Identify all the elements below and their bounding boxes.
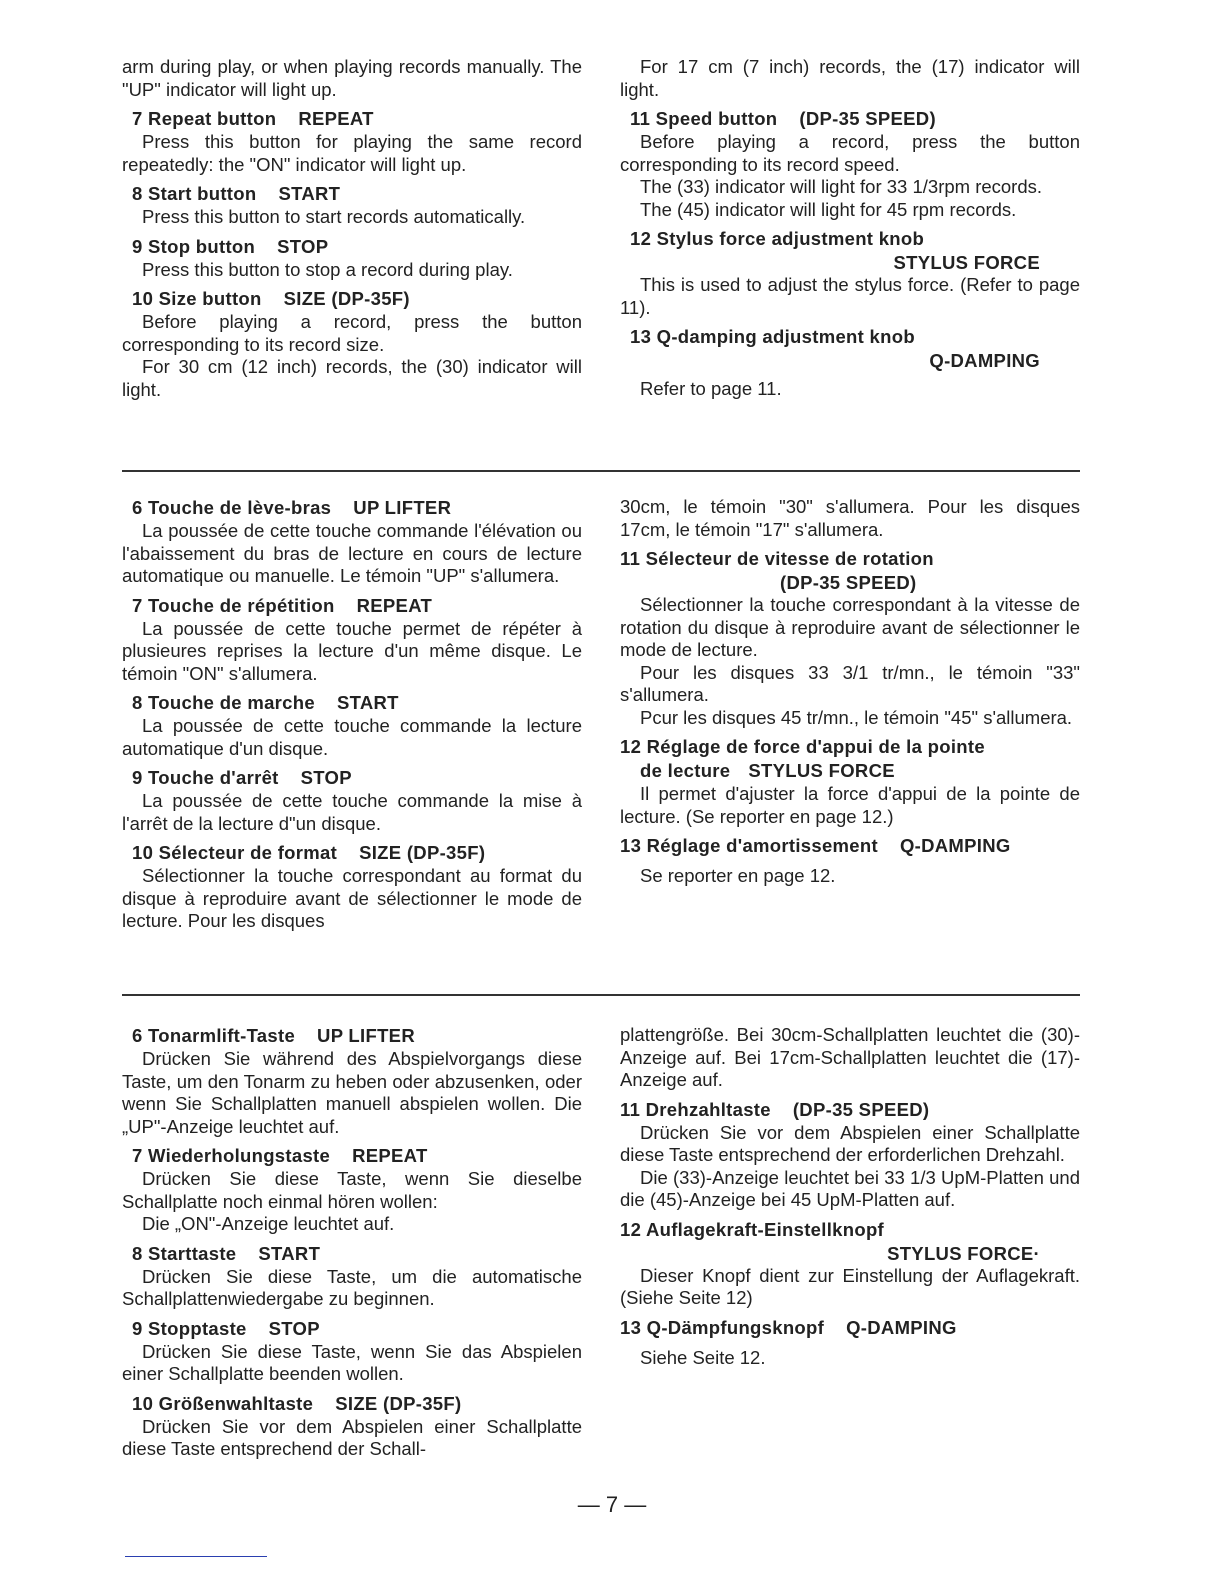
item-heading-7: 7 Touche de répétition REPEAT: [132, 594, 433, 616]
item-heading-7: 7 Repeat button REPEAT: [132, 108, 374, 129]
paragraph: Il permet d'ajuster la force d'appui de la pointe de lecture. (Se reporter en page 12.): [620, 783, 1080, 827]
paragraph: Before playing a record, press the button corresponding to its record speed.: [620, 131, 1080, 175]
paragraph: Press this button to stop a record during play.: [142, 258, 513, 280]
item-heading-6: 6 Tonarmlift-Taste UP LIFTER: [132, 1025, 415, 1046]
english-left-column: [122, 56, 582, 401]
section-divider: [122, 994, 1080, 996]
paragraph: For 30 cm (12 inch) records, the (30) indicator will light.: [122, 356, 582, 400]
paragraph: Die (33)-Anzeige leuchtet bei 33 1/3 UpM-Platten und die (45)-Anzeige bei 45 UpM-Platten auf.: [620, 1166, 1080, 1210]
paragraph: Press this button to start records automatically.: [142, 206, 526, 227]
paragraph: Before playing a record, press the button corresponding to its record size.: [122, 311, 582, 355]
paragraph: The (33) indicator will light for 33 1/3rpm records.: [640, 176, 1043, 197]
item-heading-12-line2: de lecture STYLUS FORCE: [640, 760, 895, 781]
paragraph: Press this button for playing the same record repeatedly: the "ON" indicator will light up.: [122, 131, 582, 175]
paragraph: Drücken Sie vor dem Abspielen einer Schallplatte diese Taste entsprechend der Schall-: [122, 1415, 582, 1459]
item-heading-7: 7 Wiederholungstaste REPEAT: [132, 1145, 428, 1166]
paragraph: Drücken Sie vor dem Abspielen einer Schallplatte diese Taste entsprechend der erforderlichen Drehzahl.: [620, 1121, 1080, 1165]
item-heading-10: 10 Größenwahltaste SIZE (DP-35F): [132, 1392, 462, 1414]
paragraph: Dieser Knopf dient zur Einstellung der Auflagekraft. (Siehe Seite 12): [620, 1264, 1080, 1308]
item-heading-10: 10 Size button SIZE (DP-35F): [132, 288, 410, 309]
item-heading-9: 9 Stopptaste STOP: [132, 1317, 320, 1339]
section-divider: [122, 470, 1080, 472]
item-heading-8: 8 Starttaste START: [132, 1242, 321, 1264]
footer-rule: [125, 1556, 267, 1557]
item-heading-11-label: (DP-35 SPEED): [780, 572, 917, 593]
paragraph: The (45) indicator will light for 45 rpm records.: [640, 198, 1017, 220]
item-heading-13-label: Q-DAMPING: [929, 350, 1040, 371]
paragraph: For 17 cm (7 inch) records, the (17) indicator will light.: [620, 56, 1080, 100]
french-right-column: [620, 494, 1080, 888]
item-heading-8: 8 Start button START: [132, 183, 341, 204]
paragraph: Refer to page 11.: [640, 378, 782, 399]
paragraph: Drücken Sie diese Taste, wenn Sie das Abspielen einer Schallplatte beenden wollen.: [122, 1340, 582, 1384]
paragraph: Pour les disques 33 3/1 tr/mn., le témoin "33" s'allumera.: [620, 661, 1080, 705]
item-heading-12: 12 Réglage de force d'appui de la pointe: [620, 736, 985, 757]
paragraph: plattengröße. Bei 30cm-Schallplatten leuchtet die (30)-Anzeige auf. Bei 17cm-Schallplatten leuchtet die (17)-Anzeige auf.: [620, 1024, 1080, 1090]
paragraph: Pcur les disques 45 tr/mn., le témoin "45" s'allumera.: [640, 706, 1073, 728]
paragraph: Drücken Sie diese Taste, um die automatische Schallplattenwiedergabe zu beginnen.: [122, 1265, 582, 1309]
paragraph: Drücken Sie während des Abspielvorgangs diese Taste, um den Tonarm zu heben oder abzusenken, oder wenn Sie Schallplatten manuell abspielen wollen. Die „UP"-Anzeige leuchtet auf.: [122, 1048, 582, 1137]
paragraph: La poussée de cette touche commande la mise à l'arrêt de la lecture d"un disque.: [122, 790, 582, 834]
item-heading-9: 9 Stop button STOP: [132, 235, 329, 257]
item-heading-10: 10 Sélecteur de format SIZE (DP-35F): [132, 842, 486, 863]
paragraph: This is used to adjust the stylus force. (Refer to page 11).: [620, 274, 1080, 318]
item-heading-8: 8 Touche de marche START: [132, 692, 399, 713]
item-heading-13: 13 Réglage d'amortissement Q-DAMPING: [620, 835, 1011, 856]
paragraph: La poussée de cette touche permet de répéter à plusieures reprises la lecture d'un même disque. Le témoin "ON" s'allumera.: [122, 617, 582, 684]
paragraph: arm during play, or when playing records manually. The "UP" indicator will light up.: [122, 56, 582, 100]
item-heading-12: 12 Stylus force adjustment knob: [630, 228, 925, 249]
paragraph: La poussée de cette touche commande l'élévation ou l'abaissement du bras de lecture en cours de lecture automatique ou manuelle. Le témoin "UP" s'allumera.: [122, 520, 582, 586]
item-heading-11: 11 Speed button (DP-35 SPEED): [630, 108, 936, 129]
page-number: — 7 —: [577, 1492, 647, 1517]
item-heading-13: 13 Q-Dämpfungsknopf Q-DAMPING: [620, 1316, 957, 1338]
paragraph: Die „ON"-Anzeige leuchtet auf.: [142, 1213, 395, 1234]
paragraph: Sélectionner la touche correspondant au format du disque à reproduire avant de sélectionner le mode de lecture. Pour les disques: [122, 865, 582, 931]
item-heading-12-label: STYLUS FORCE·: [887, 1242, 1040, 1264]
item-heading-11: 11 Sélecteur de vitesse de rotation: [620, 548, 934, 569]
item-heading-12-label: STYLUS FORCE: [893, 252, 1040, 273]
paragraph: 30cm, le témoin "30" s'allumera. Pour les disques 17cm, le témoin "17" s'allumera.: [620, 496, 1080, 540]
paragraph: Sélectionner la touche correspondant à la vitesse de rotation du disque à reproduire avant de sélectionner le mode de lecture.: [620, 594, 1080, 660]
item-heading-6: 6 Touche de lève-bras UP LIFTER: [132, 497, 452, 518]
item-heading-13: 13 Q-damping adjustment knob: [630, 326, 915, 347]
paragraph: La poussée de cette touche commande la lecture automatique d'un disque.: [122, 715, 582, 759]
french-left-column: [122, 494, 582, 933]
paragraph: Drücken Sie diese Taste, wenn Sie dieselbe Schallplatte noch einmal hören wollen:: [122, 1168, 582, 1212]
paragraph: Se reporter en page 12.: [640, 865, 836, 886]
german-left-column: [122, 1022, 582, 1461]
german-right-column: [620, 1022, 1080, 1369]
item-heading-12: 12 Auflagekraft-Einstellknopf: [620, 1218, 885, 1240]
english-right-column: [620, 56, 1080, 401]
paragraph: Siehe Seite 12.: [640, 1346, 766, 1368]
item-heading-9: 9 Touche d'arrêt STOP: [132, 767, 352, 788]
item-heading-11: 11 Drehzahltaste (DP-35 SPEED): [620, 1098, 930, 1120]
